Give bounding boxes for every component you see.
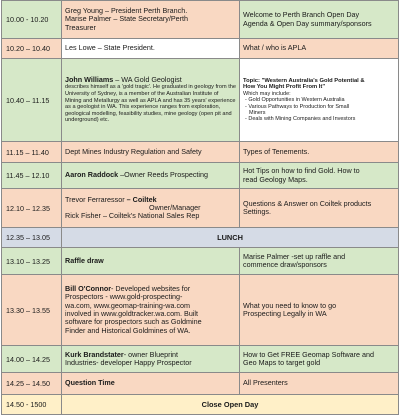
speaker-line: Prospectors - www.gold-prospecting-	[65, 292, 183, 302]
speaker-cell: Question Time	[62, 373, 240, 395]
speaker-cell: Les Lowe – State President.	[62, 39, 240, 59]
time-cell: 10.40 – 11.15	[2, 59, 62, 142]
topic-cell	[240, 275, 399, 346]
time-cell: 11.15 – 11.40	[2, 142, 62, 163]
speaker-cell	[62, 1, 240, 39]
topic-cell	[240, 248, 399, 275]
speaker-cell	[62, 275, 240, 346]
speaker-name: Trevor Ferraressor	[65, 194, 125, 204]
close-label: Close Open Day	[62, 395, 399, 415]
topic-intro: Which may include:	[243, 90, 291, 97]
speaker-line: Treasurer	[65, 22, 96, 32]
speaker-line: Industries- developer Happy Prospector	[65, 358, 192, 367]
speaker-line: - owner Blueprint	[123, 349, 179, 359]
speaker-cell	[62, 59, 240, 142]
agenda-row	[2, 189, 399, 228]
speaker-role: – Coiltek	[124, 194, 157, 204]
time-cell: 13.30 – 13.55	[2, 275, 62, 346]
agenda-row	[2, 346, 399, 373]
speaker-name: Aaron Raddock	[65, 170, 119, 180]
agenda-row	[2, 248, 399, 275]
topic-line: Agenda & Open Day summary/sponsors	[243, 18, 372, 28]
agenda-row	[2, 373, 399, 395]
speaker-line: Greg Young – President Perth Branch.	[65, 6, 188, 16]
speaker-line: wa.com, www.geomap-training-wa.com	[65, 300, 191, 310]
agenda-row	[2, 142, 399, 163]
topic-line: Prospecting Legally in WA	[243, 309, 327, 318]
speaker-role: – WA Gold Geologist	[113, 75, 182, 85]
agenda-row	[2, 163, 399, 189]
topic-line: commence draw/sponsors	[243, 260, 327, 269]
topic-cell: Types of Tenements.	[240, 142, 399, 163]
lunch-label: LUNCH	[62, 228, 399, 248]
speaker-line: involved in www.goldtracker.wa.com. Built	[65, 309, 199, 318]
agenda-row	[2, 228, 399, 248]
time-cell: 10.20 – 10.40	[2, 39, 62, 59]
speaker-line: - Developed websites for	[111, 284, 191, 294]
topic-item: - Deals with Mining Companies and Investors	[245, 116, 356, 123]
topic-cell	[240, 346, 399, 373]
agenda-row	[2, 59, 399, 142]
speaker-cell: Dept Mines Industry Regulation and Safety	[62, 142, 240, 163]
time-cell: 14.25 – 14.50	[2, 373, 62, 395]
speaker-line: software for prospectors such as Goldmine	[65, 317, 202, 327]
topic-cell: All Presenters	[240, 373, 399, 395]
speaker-line: Finder and Historical Goldmines of WA.	[65, 325, 191, 335]
topic-item: - Gold Opportunities in Western Australia	[245, 97, 345, 104]
topic-line: How to Get FREE Geomap Software and	[243, 349, 375, 359]
time-cell: 13.10 – 13.25	[2, 248, 62, 275]
agenda-row	[2, 1, 399, 39]
topic-cell: What / who is APLA	[240, 39, 399, 59]
speaker-line: Owner/Manager	[149, 202, 201, 212]
time-cell: 12.35 – 13.05	[2, 228, 62, 248]
time-cell: 11.45 – 12.10	[2, 163, 62, 189]
topic-line: read Geology Maps.	[243, 174, 308, 184]
topic-line: Hot Tips on how to find Gold. How to	[243, 166, 360, 176]
topic-cell	[240, 1, 399, 39]
speaker-name: Bill O'Connor	[65, 284, 112, 294]
topic-line: Marise Palmer -set up raffle and	[243, 251, 346, 261]
speaker-role: –Owner Reeds Prospecting	[118, 170, 209, 180]
topic-cell	[240, 189, 399, 228]
speaker-cell: Raffle draw	[62, 248, 240, 275]
speaker-name: John Williams	[65, 75, 114, 85]
speaker-line: Rick Fisher – Coiltek's National Sales Rep	[65, 211, 200, 221]
speaker-bio: describes himself as a 'gold tragic'. He graduated in geology from the University of Sydney, is a member of the Australian Institute of Mining and Metallurgy as well as APLA and has 35 years' experience as a geologist in WA. This experience ranges from exploration, geological modelling, feasibility studies, mine geology (open pit and underground) etc.	[65, 84, 236, 124]
time-cell: 12.10 – 12.35	[2, 189, 62, 228]
speaker-cell	[62, 346, 240, 373]
topic-line: Geo Maps to target gold	[243, 358, 321, 367]
topic-line: Settings.	[243, 207, 271, 216]
agenda-row	[2, 395, 399, 415]
topic-cell	[240, 163, 399, 189]
speaker-cell	[62, 189, 240, 228]
time-cell: 14.00 – 14.25	[2, 346, 62, 373]
topic-item: Miners	[249, 109, 266, 116]
topic-title-line: How You Might Profit From It"	[243, 84, 326, 91]
topic-title-line: Topic: "Western Australia's Gold Potential &	[243, 77, 365, 84]
topic-line: Welcome to Perth Branch Open Day	[243, 10, 360, 20]
agenda-row	[2, 275, 399, 346]
topic-line: Questions & Answer on Coiltek products	[243, 198, 372, 208]
speaker-line: Marise Palmer – State Secretary/Perth	[65, 14, 189, 24]
agenda-table	[1, 0, 399, 415]
topic-line: What you need to know to go	[243, 300, 337, 310]
time-cell: 10.00 - 10.20	[2, 1, 62, 39]
topic-cell	[240, 59, 399, 142]
speaker-name: Kurk Brandstater	[65, 349, 124, 359]
time-cell: 14.50 - 1500	[2, 395, 62, 415]
agenda-row	[2, 39, 399, 59]
speaker-cell	[62, 163, 240, 189]
topic-item: - Various Pathways to Production for Small	[245, 103, 350, 110]
